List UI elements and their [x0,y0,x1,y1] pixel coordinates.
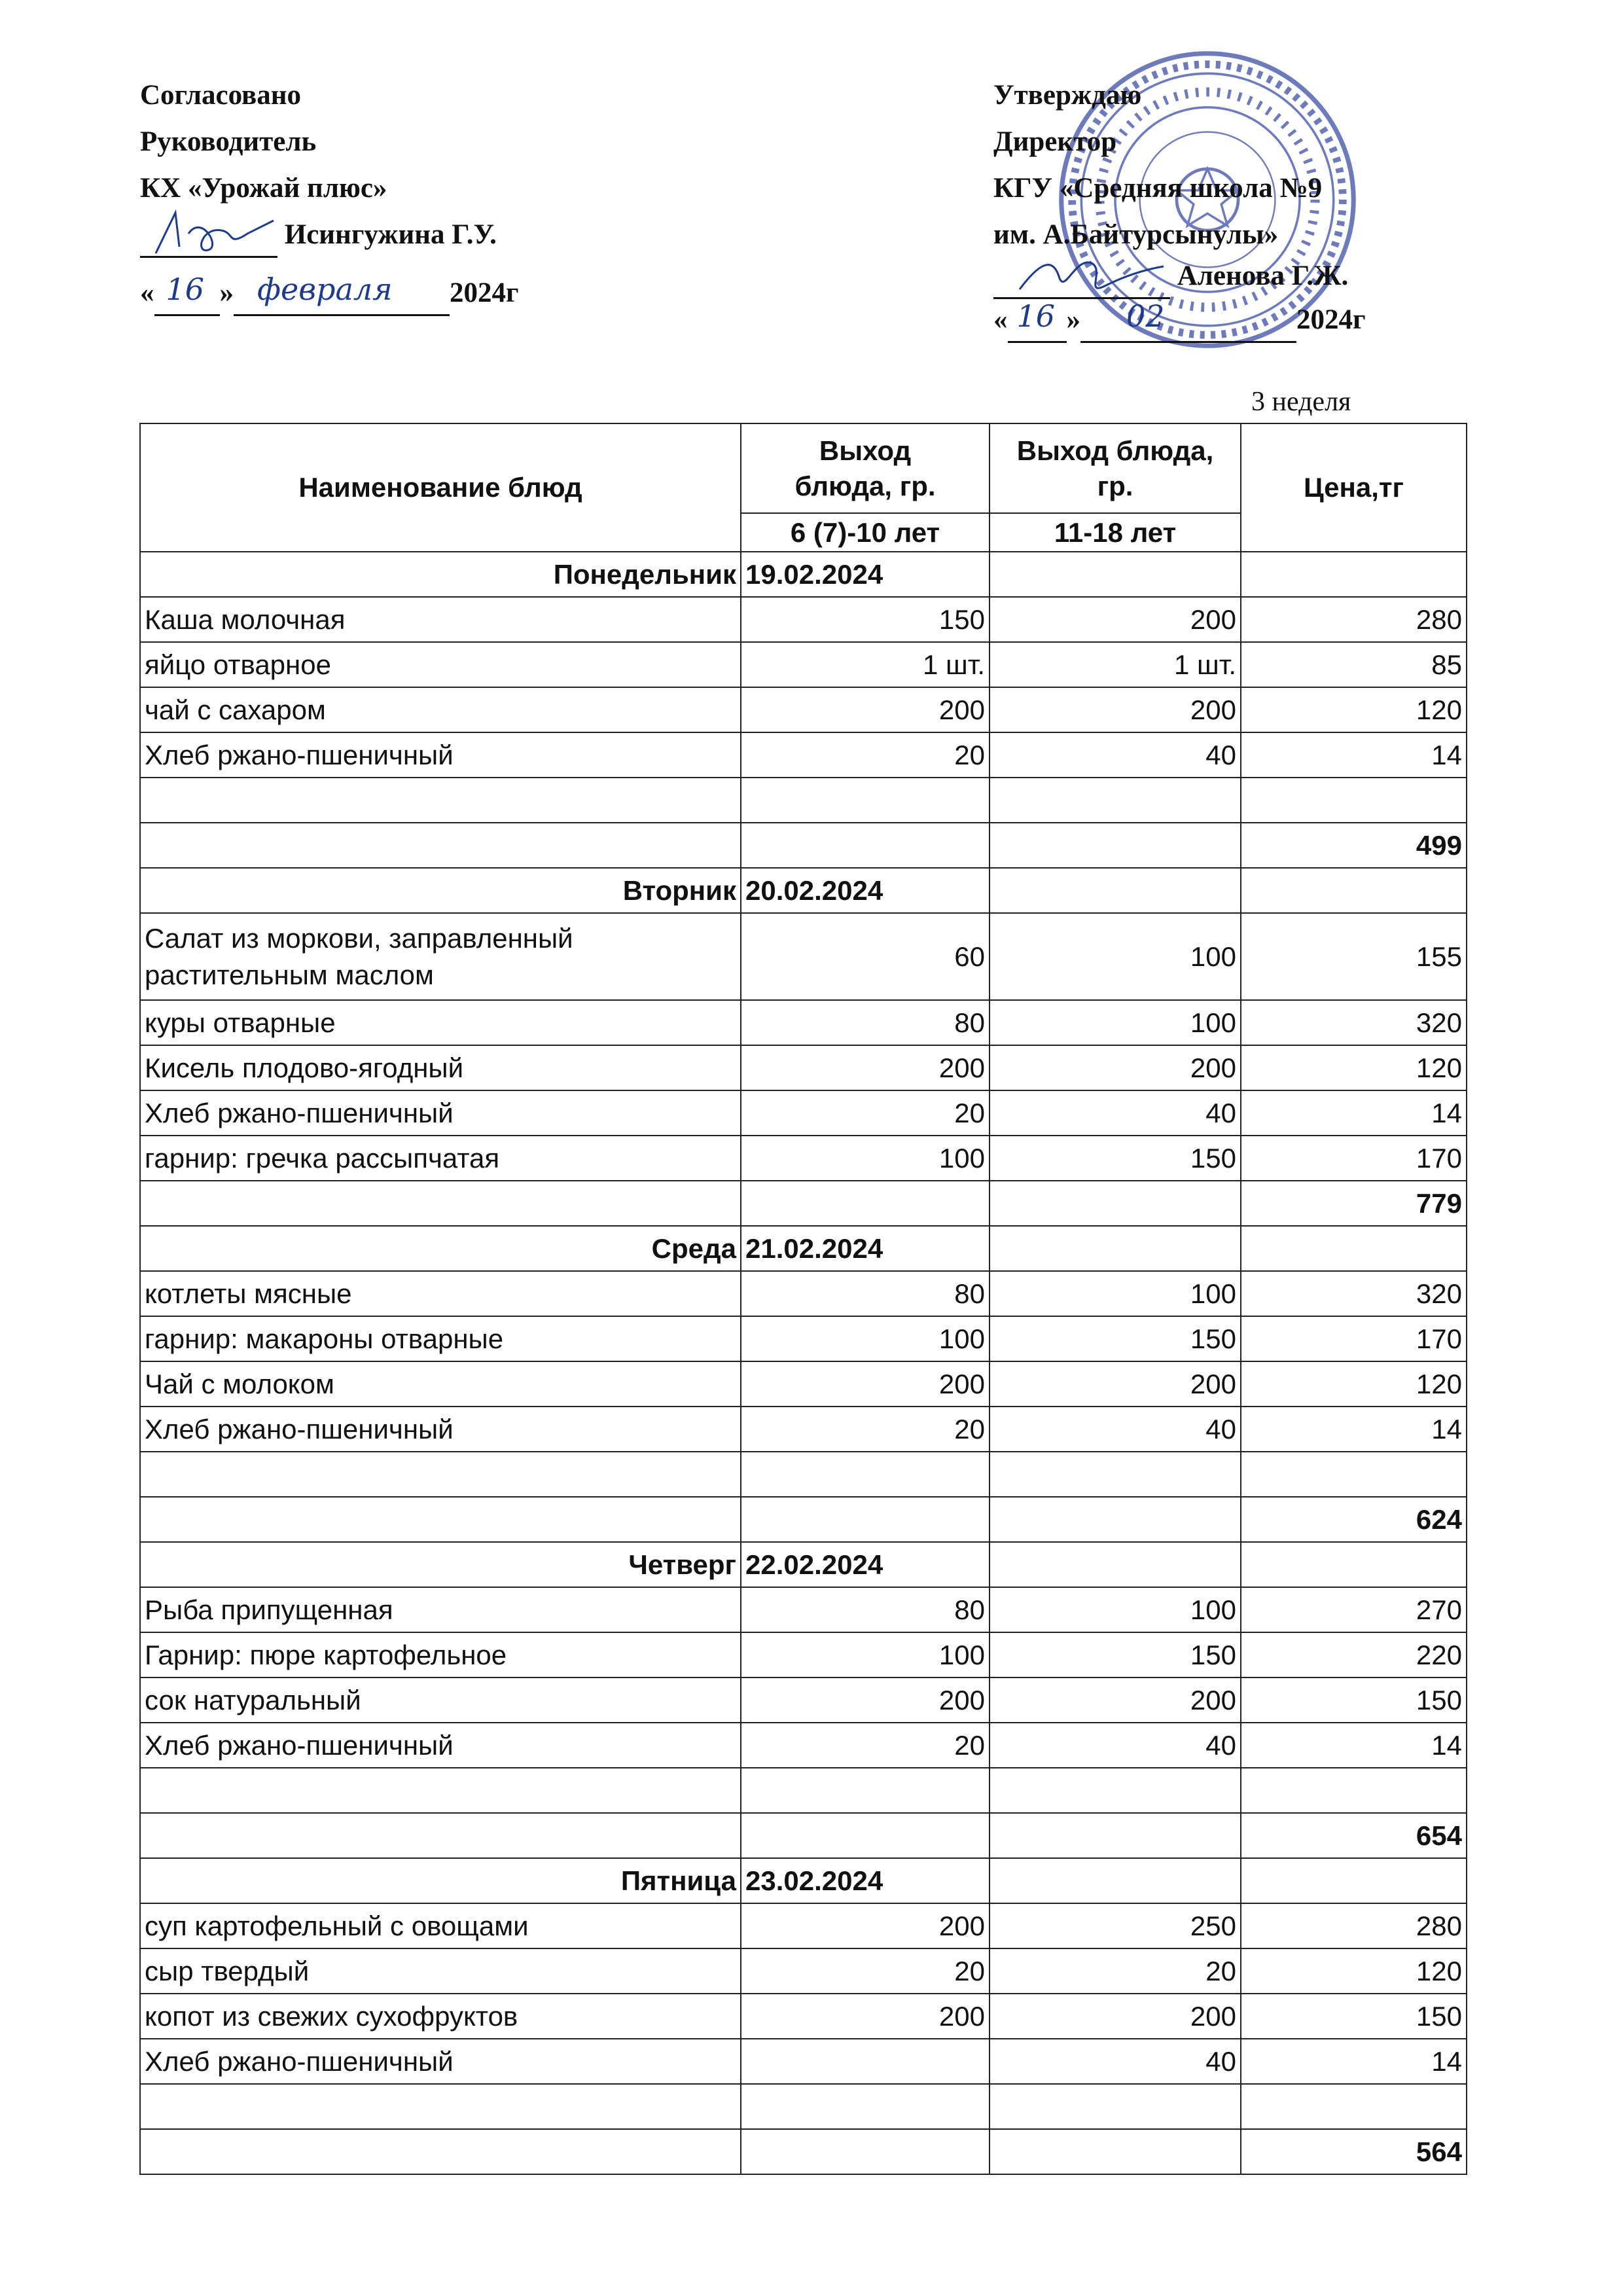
output-junior: 20 [741,1723,990,1768]
day-total: 564 [1241,2129,1467,2174]
handwritten-signature-icon [149,207,280,260]
empty-row [140,1452,1467,1497]
day-date: 20.02.2024 [741,868,990,913]
dish-name: Хлеб ржано-пшеничный [140,1407,741,1452]
dish-name: котлеты мясные [140,1271,741,1316]
dish-price: 280 [1241,1903,1467,1948]
dish-price: 120 [1241,1045,1467,1090]
output-junior: 200 [741,1677,990,1723]
output-junior [741,2039,990,2084]
day-total: 624 [1241,1497,1467,1542]
table-row [140,1677,1467,1723]
dish-name: сок натуральный [140,1677,741,1723]
table-row [140,1361,1467,1407]
approval-right-title: Утверждаю [993,80,1142,111]
day-total-row [140,823,1467,868]
table-row [140,1587,1467,1632]
output-senior: 200 [990,1677,1241,1723]
output-senior: 200 [990,1361,1241,1407]
quote-open: « [140,278,154,308]
output-senior: 150 [990,1632,1241,1677]
output-senior: 100 [990,1587,1241,1632]
dish-name: Кисель плодово-ягодный [140,1045,741,1090]
dish-name: Рыба припущенная [140,1587,741,1632]
table-row [140,732,1467,778]
table-row [140,1407,1467,1452]
dish-price: 14 [1241,1090,1467,1136]
output-junior: 100 [741,1632,990,1677]
day-header-row [140,1542,1467,1587]
dish-price: 320 [1241,1000,1467,1045]
menu-table [139,423,1467,2175]
date-day-handwritten: 16 [166,272,205,307]
dish-name: копот из свежих сухофруктов [140,1994,741,2039]
dish-name: куры отварные [140,1000,741,1045]
table-row [140,2039,1467,2084]
dish-name: сыр твердый [140,1948,741,1994]
table-row [140,1090,1467,1136]
output-senior: 100 [990,1271,1241,1316]
approval-right-organization: КГУ «Средняя школа №9 [993,173,1323,204]
day-name: Вторник [140,868,741,913]
dish-price: 85 [1241,642,1467,687]
day-name: Понедельник [140,552,741,597]
table-row [140,1045,1467,1090]
header-age-senior: 11-18 лет [990,513,1241,552]
quote-open: « [993,304,1008,335]
output-senior: 20 [990,1948,1241,1994]
dish-price: 270 [1241,1587,1467,1632]
empty-row [140,778,1467,823]
dish-price: 170 [1241,1316,1467,1361]
table-row [140,1723,1467,1768]
approval-left-year: 2024г [450,278,519,308]
header-dish-name: Наименование блюд [140,423,741,552]
approval-left-title: Согласовано [140,80,302,111]
output-junior: 1 шт. [741,642,990,687]
day-total: 654 [1241,1813,1467,1858]
day-name: Среда [140,1226,741,1271]
output-junior: 200 [741,1903,990,1948]
day-header-row [140,552,1467,597]
output-senior: 40 [990,2039,1241,2084]
output-senior: 40 [990,1407,1241,1452]
output-junior: 100 [741,1136,990,1181]
output-senior: 150 [990,1136,1241,1181]
approval-right-organization-name: им. А.Байтурсынулы» [993,219,1279,250]
output-senior: 200 [990,597,1241,642]
day-total-row [140,1497,1467,1542]
output-senior: 40 [990,1723,1241,1768]
output-junior: 200 [741,1361,990,1407]
approval-right-signer: Аленова Г.Ж. [1177,260,1349,291]
table-row [140,1000,1467,1045]
dish-name: Хлеб ржано-пшеничный [140,1723,741,1768]
dish-price: 14 [1241,2039,1467,2084]
dish-name: Хлеб ржано-пшеничный [140,1090,741,1136]
dish-name: Гарнир: пюре картофельное [140,1632,741,1677]
table-row [140,1903,1467,1948]
dish-price: 150 [1241,1994,1467,2039]
dish-price: 220 [1241,1632,1467,1677]
table-row [140,1632,1467,1677]
week-label: 3 неделя [1251,387,1351,417]
date-day-field [1008,298,1067,343]
output-junior: 80 [741,1587,990,1632]
output-junior: 200 [741,1994,990,2039]
day-name: Пятница [140,1858,741,1903]
day-date: 21.02.2024 [741,1226,990,1271]
output-senior: 200 [990,687,1241,732]
output-senior: 100 [990,913,1241,1000]
header-age-junior: 6 (7)-10 лет [741,513,990,552]
output-senior: 200 [990,1045,1241,1090]
day-date: 23.02.2024 [741,1858,990,1903]
day-header-row [140,1858,1467,1903]
dish-name: Чай с молоком [140,1361,741,1407]
dish-price: 120 [1241,1361,1467,1407]
dish-name: Хлеб ржано-пшеничный [140,2039,741,2084]
output-junior: 200 [741,1045,990,1090]
day-total-row [140,1813,1467,1858]
approval-right-position: Директор [993,126,1117,157]
output-senior: 250 [990,1903,1241,1948]
table-row [140,1948,1467,1994]
dish-price: 120 [1241,1948,1467,1994]
output-junior: 100 [741,1316,990,1361]
day-header-row [140,868,1467,913]
output-junior: 20 [741,1407,990,1452]
signature-underline [140,221,277,258]
table-row [140,642,1467,687]
date-month-handwritten: февраля [257,272,393,307]
header-price: Цена,тг [1241,423,1467,552]
empty-row [140,2084,1467,2129]
quote-close: » [1066,304,1080,335]
output-senior: 150 [990,1316,1241,1361]
dish-price: 150 [1241,1677,1467,1723]
day-date: 19.02.2024 [741,552,990,597]
table-row [140,1271,1467,1316]
dish-price: 14 [1241,1407,1467,1452]
table-row [140,687,1467,732]
approval-left-organization: КХ «Урожай плюс» [140,173,387,204]
day-total: 779 [1241,1181,1467,1226]
approval-left-position: Руководитель [140,126,317,157]
approval-right-signature-line [993,253,1366,299]
empty-row [140,1768,1467,1813]
approval-left-signature-line [140,211,519,258]
dish-price: 14 [1241,732,1467,778]
header-output-junior: Выход блюда, гр. [741,423,990,513]
output-junior: 200 [741,687,990,732]
approval-left-date [140,270,519,316]
day-total-row [140,2129,1467,2174]
approval-block-left [140,72,519,316]
dish-name: Салат из моркови, заправленный растительным маслом [140,913,741,1000]
day-name: Четверг [140,1542,741,1587]
approval-right-year: 2024г [1296,304,1366,335]
date-day-handwritten: 16 [1016,298,1056,334]
dish-price: 280 [1241,597,1467,642]
dish-name: суп картофельный с овощами [140,1903,741,1948]
date-day-field [154,272,220,316]
approval-right-date [993,296,1366,343]
date-month-field [1080,298,1296,343]
output-senior: 40 [990,1090,1241,1136]
approval-left-signer: Исингужина Г.У. [284,219,497,250]
output-junior: 150 [741,597,990,642]
dish-name: гарнир: макароны отварные [140,1316,741,1361]
dish-name: яйцо отварное [140,642,741,687]
date-month-handwritten: 02 [1126,298,1165,334]
dish-price: 14 [1241,1723,1467,1768]
output-senior: 200 [990,1994,1241,2039]
date-month-field [234,272,450,316]
table-row [140,1994,1467,2039]
dish-name: Каша молочная [140,597,741,642]
table-row [140,597,1467,642]
quote-close: » [219,278,234,308]
dish-price: 155 [1241,913,1467,1000]
dish-price: 170 [1241,1136,1467,1181]
output-senior: 40 [990,732,1241,778]
table-row [140,1316,1467,1361]
day-header-row [140,1226,1467,1271]
output-senior: 100 [990,1000,1241,1045]
table-row [140,913,1467,1000]
output-junior: 20 [741,732,990,778]
dish-name: Хлеб ржано-пшеничный [140,732,741,778]
output-senior: 1 шт. [990,642,1241,687]
output-junior: 80 [741,1271,990,1316]
dish-price: 320 [1241,1271,1467,1316]
dish-price: 120 [1241,687,1467,732]
day-total: 499 [1241,823,1467,868]
output-junior: 80 [741,1000,990,1045]
output-junior: 20 [741,1948,990,1994]
day-date: 22.02.2024 [741,1542,990,1587]
dish-name: гарнир: гречка рассыпчатая [140,1136,741,1181]
day-total-row [140,1181,1467,1226]
table-row [140,1136,1467,1181]
output-junior: 60 [741,913,990,1000]
header-output-senior: Выход блюда, гр. [990,423,1241,513]
approval-block-right [993,72,1366,343]
output-junior: 20 [741,1090,990,1136]
dish-name: чай с сахаром [140,687,741,732]
menu-body [140,552,1467,2174]
